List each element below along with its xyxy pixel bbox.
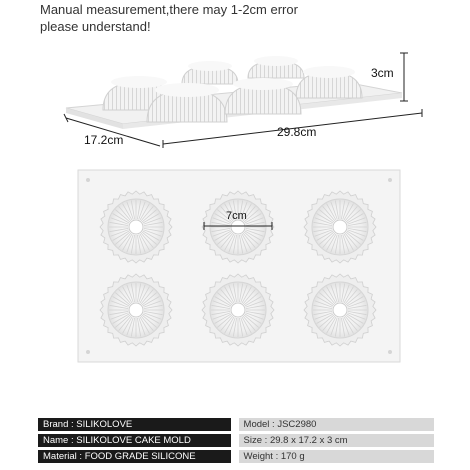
dimension-length-label: 29.8cm (277, 125, 317, 139)
dimension-height-label: 3cm (371, 66, 394, 80)
spec-model: Model : JSC2980 (239, 418, 434, 431)
spec-size: Size : 29.8 x 17.2 x 3 cm (239, 434, 434, 447)
specs-table (38, 415, 434, 466)
spec-material: Material : FOOD GRADE SILICONE (38, 450, 231, 463)
measurement-note-line2: please understand! (40, 19, 151, 34)
dome-back-far-right (296, 66, 362, 98)
spec-name: Name : SILIKOLOVE CAKE MOLD (38, 434, 231, 447)
specs-row (38, 434, 434, 447)
dimension-width-label: 17.2cm (84, 133, 124, 147)
dome-back-left (182, 61, 238, 84)
dimension-diameter-label: 7cm (226, 210, 247, 222)
dome-front-right (225, 78, 301, 114)
dome-back-right (248, 56, 304, 78)
specs-row (38, 418, 434, 431)
mold-perspective-view (66, 56, 402, 129)
measurement-note-line1: Manual measurement,there may 1-2cm error (40, 2, 298, 17)
spec-brand: Brand : SILIKOLOVE (38, 418, 231, 431)
spec-weight: Weight : 170 g (239, 450, 434, 463)
dome-front-center (147, 83, 227, 122)
specs-row (38, 450, 434, 463)
